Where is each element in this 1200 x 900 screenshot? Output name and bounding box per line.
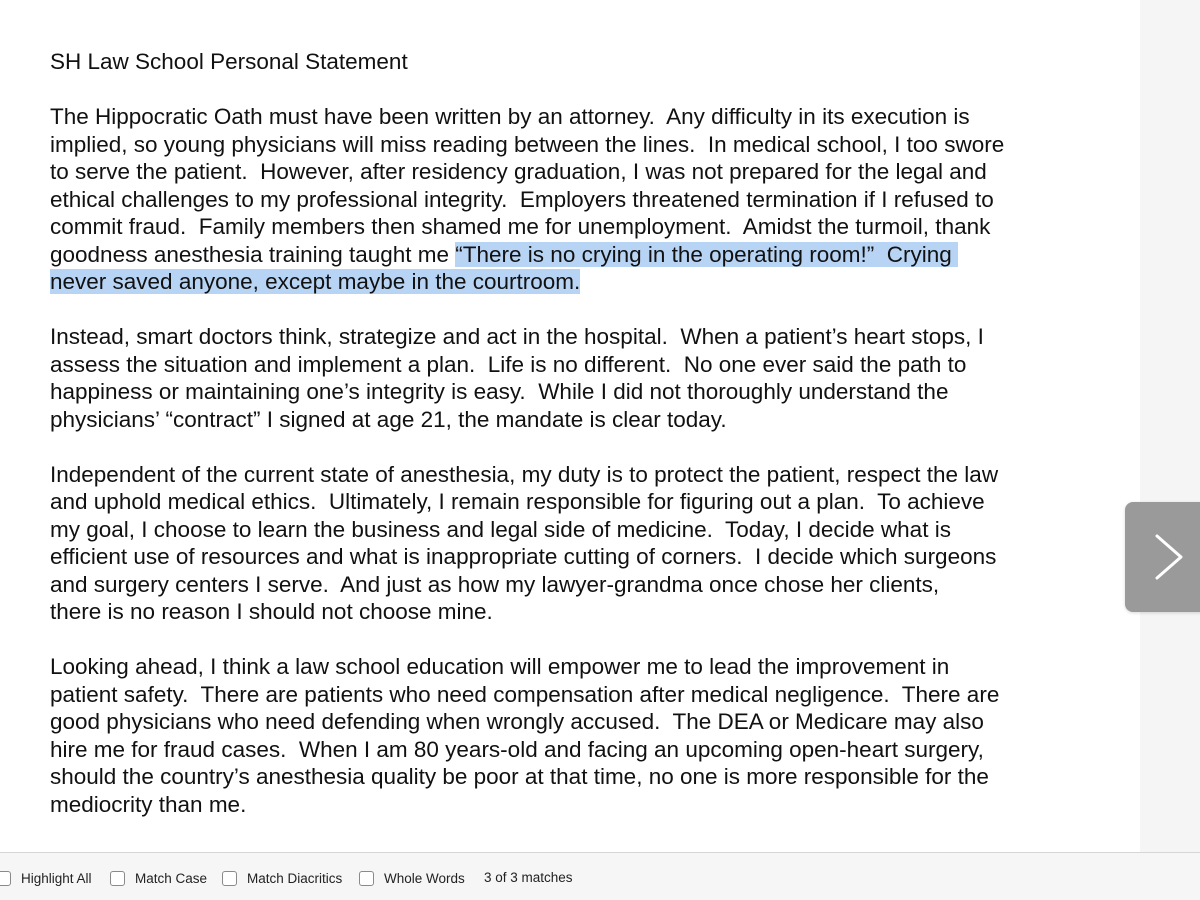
line-text: good physicians who need defending when wrongly accused. The DEA or Medicare may also [50, 709, 984, 734]
line-text: Instead, smart doctors think, strategize and act in the hospital. When a patient’s heart stops, I [50, 324, 984, 349]
paragraph [50, 461, 1060, 626]
line-text: goodness anesthesia training taught me [50, 241, 456, 267]
text-line [50, 131, 1060, 159]
text-line [50, 158, 1060, 186]
line-text: my goal, I choose to learn the business and legal side of medicine. Today, I decide what is [50, 516, 951, 542]
text-line [50, 351, 1060, 379]
line-text: Looking ahead, I think a law school education will empower me to lead the improvement in [50, 654, 950, 679]
line-text: should the country’s anesthesia quality be poor at that time, no one is more responsible for the [50, 764, 989, 789]
paragraph [50, 103, 1060, 296]
document-title: SH Law School Personal Statement [50, 49, 408, 74]
text-line [50, 791, 1060, 819]
line-text: mediocrity than me. [50, 791, 247, 817]
line-text: hire me for fraud cases. When I am 80 years-old and facing an upcoming open-heart surgery, [50, 736, 984, 762]
text-line [50, 653, 1060, 681]
chevron-right-icon [1151, 532, 1189, 582]
text-line [50, 488, 1060, 516]
text-line [50, 543, 1060, 571]
text-line [50, 213, 1060, 241]
find-bar [0, 852, 1200, 900]
line-text: ethical challenges to my professional integrity. Employers threatened termination if I refused to [50, 186, 994, 212]
line-text: physicians’ “contract” I signed at age 21, the mandate is clear today. [50, 406, 727, 432]
text-line [50, 763, 1060, 791]
text-line [50, 268, 1060, 296]
line-text: The Hippocratic Oath must have been written by an attorney. Any difficulty in its execution is [50, 104, 970, 129]
highlight-all-label[interactable]: Highlight All [21, 870, 92, 886]
text-line [50, 571, 1060, 599]
highlight-all-checkbox[interactable] [0, 871, 11, 886]
paragraph [50, 323, 1060, 433]
line-text: efficient use of resources and what is inappropriate cutting of corners. I decide which surgeons [50, 544, 997, 569]
paragraph [50, 653, 1060, 818]
match-diacritics-checkbox[interactable] [222, 871, 237, 886]
text-line [50, 103, 1060, 131]
text-line [50, 598, 1060, 626]
match-case-option[interactable] [110, 868, 207, 888]
line-text: and uphold medical ethics. Ultimately, I remain responsible for figuring out a plan. To achieve [50, 489, 985, 514]
match-status: 3 of 3 matches [484, 870, 573, 885]
text-line [50, 461, 1060, 489]
text-line [50, 681, 1060, 709]
text-line [50, 406, 1060, 434]
line-text: happiness or maintaining one’s integrity is easy. While I did not thoroughly understand the [50, 379, 949, 404]
next-page-button[interactable] [1125, 502, 1200, 612]
line-text: implied, so young physicians will miss reading between the lines. In medical school, I too swore [50, 131, 1005, 157]
whole-words-checkbox[interactable] [359, 871, 374, 886]
text-line [50, 516, 1060, 544]
match-case-checkbox[interactable] [110, 871, 125, 886]
highlight-all-option[interactable] [0, 868, 92, 888]
line-text: and surgery centers I serve. And just as how my lawyer-grandma once chose her clients, [50, 571, 940, 597]
text-line [50, 323, 1060, 351]
line-text: there is no reason I should not choose mine. [50, 599, 493, 624]
whole-words-label[interactable]: Whole Words [384, 870, 465, 886]
text-line [50, 378, 1060, 406]
search-match-highlight: “There is no crying in the operating room!” Crying [455, 241, 958, 267]
text-line [50, 241, 1060, 269]
line-text: patient safety. There are patients who need compensation after medical negligence. There are [50, 681, 1000, 707]
text-line [50, 708, 1060, 736]
line-text: to serve the patient. However, after residency graduation, I was not prepared for the legal and [50, 159, 987, 184]
line-text: commit fraud. Family members then shamed me for unemployment. Amidst the turmoil, thank [50, 214, 991, 239]
document-page [50, 48, 1060, 846]
whole-words-option[interactable] [359, 868, 465, 888]
search-match-highlight: never saved anyone, except maybe in the courtroom. [50, 269, 581, 294]
text-line [50, 736, 1060, 764]
match-case-label[interactable]: Match Case [135, 870, 208, 886]
match-diacritics-label[interactable]: Match Diacritics [247, 870, 343, 886]
page-gutter [1140, 0, 1200, 852]
match-diacritics-option[interactable] [222, 868, 342, 888]
line-text: Independent of the current state of anesthesia, my duty is to protect the patient, respect the law [50, 461, 999, 487]
text-line [50, 186, 1060, 214]
document-body [50, 103, 1060, 818]
line-text: assess the situation and implement a plan. Life is no different. No one ever said the path to [50, 351, 967, 377]
